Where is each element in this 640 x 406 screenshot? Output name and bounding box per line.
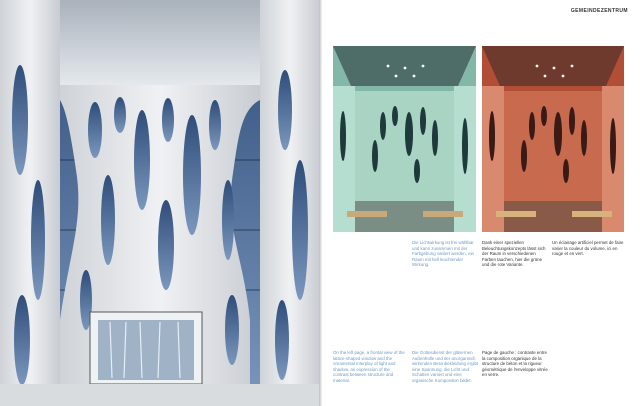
caption-bottom-col1: On the left page, a frontal view of the lattice-shaped window and the ornamental interplay of light and shadow, an expression of the contrast between structure and material. bbox=[333, 350, 405, 383]
chapel-photo-red bbox=[482, 46, 624, 232]
caption-bottom-col2: Die Gottesdienst der gläsernen Außenhülle und der anorganisch wirkenden Betonbekleidung ergibt eine Spannung, die Licht und Schatten variiert und eine organische Komposition bildet. bbox=[412, 350, 479, 383]
section-header: GEMEINDEZENTRUM bbox=[570, 8, 628, 14]
chapel-photo-green bbox=[333, 46, 476, 232]
caption-right-col3: Un éclairage artificiel permet de faire varier la couleur du volume, ici en rouge et en vert. bbox=[552, 240, 624, 257]
caption-bottom-col3: Page de gauche : contraste entre la composition organique de la structure de béton et la rigueur géométrique de l'enveloppe vitrée en verre. bbox=[482, 350, 548, 378]
page-gutter bbox=[319, 0, 322, 406]
caption-right-col2: Dank einer speziellen Beleuchtungskonzepts lässt sich der Raum in verschiedenen Farben tauchen, hier die grüne und die rote Variante. bbox=[482, 240, 546, 268]
caption-right-col1: Die Lichtwirkung ist frei wählbar und kann zusammen mit der Farbgebung variiert werden, ein Raum mit hell leuchtender Wirkung. bbox=[412, 240, 474, 268]
